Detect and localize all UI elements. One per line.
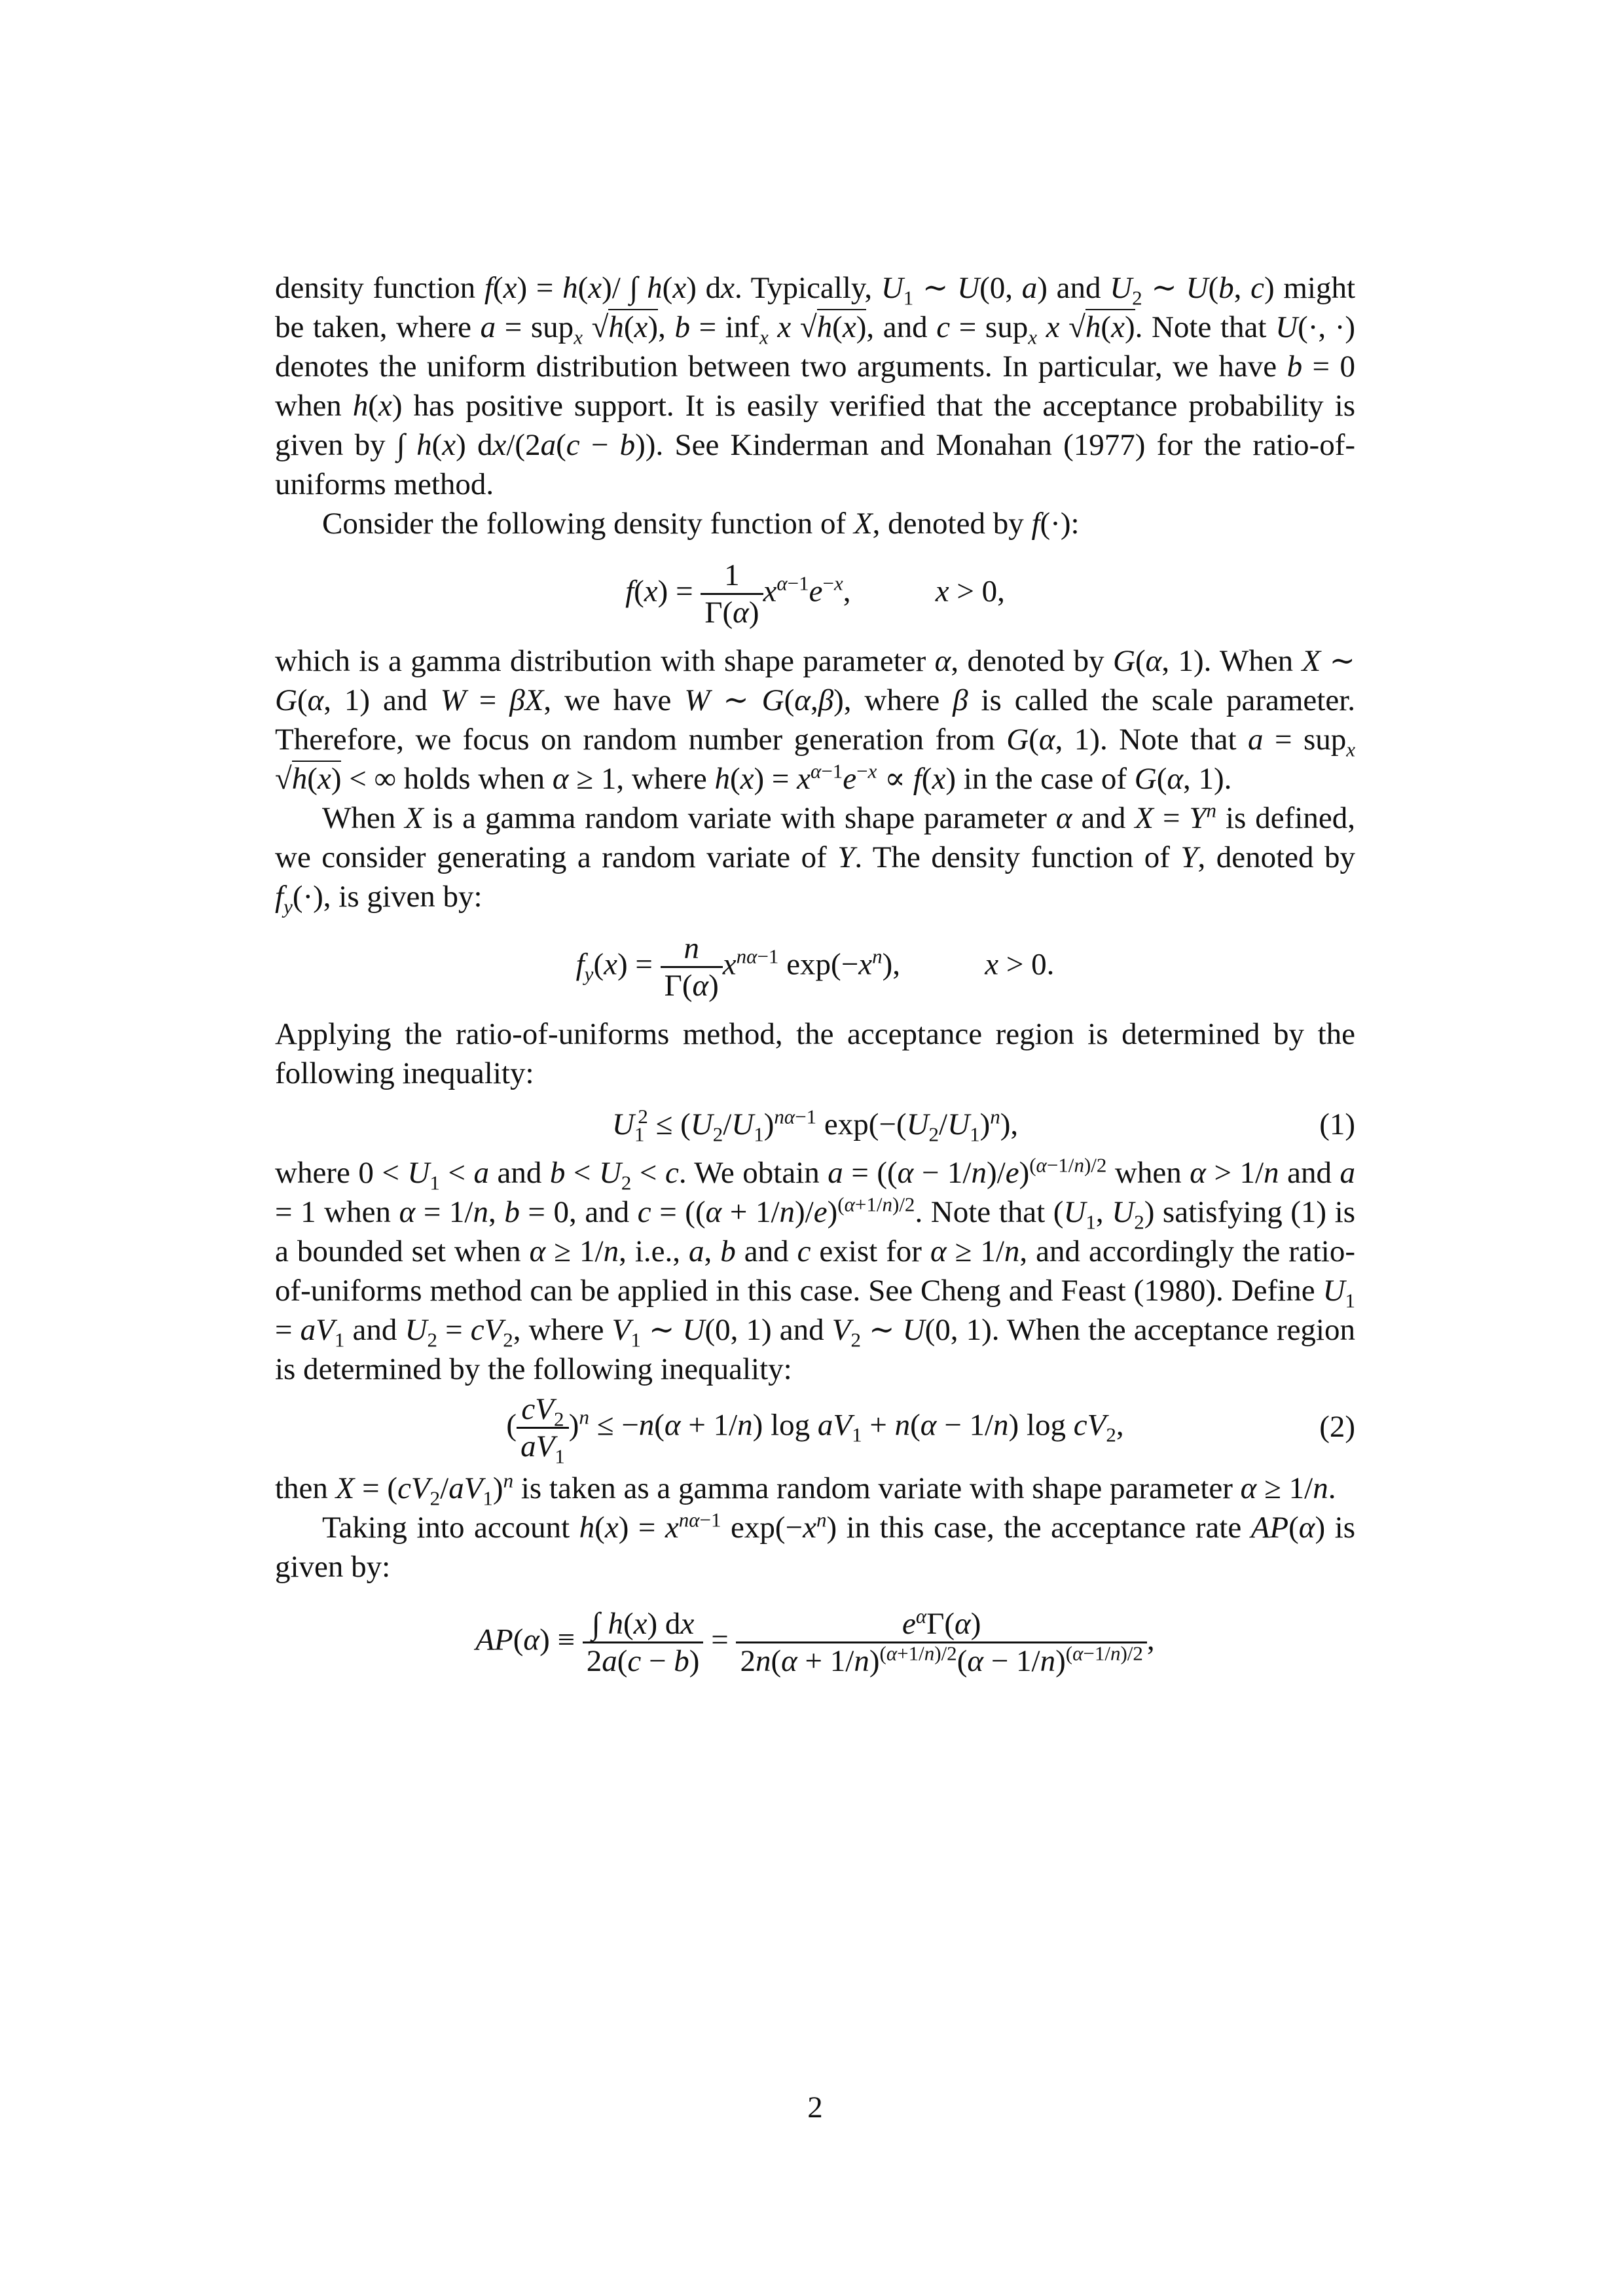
paragraph-density-intro: Consider the following density function of X, denoted by f(·): (322, 507, 1080, 541)
equation-y-density: $f_y(x)$ = $\frac{n}{\Gamma(\alpha)}$ $x^{n\alpha-1}$ $\exp(-x^n)$, x > 0. (575, 931, 1055, 1003)
page-number: 2 (807, 2090, 823, 2125)
equation-1-label: (1) (1319, 1107, 1355, 1141)
paper-page (275, 268, 1356, 2125)
equation-1: $U_1^2 \le (U_2/U_1)^{n\alpha-1}$ $\exp(-(U_2/U_1)^n)$, (1) (611, 1105, 1355, 1146)
equation-gamma-density: f(x) = $\frac{1}{\Gamma(\alpha)}$ $x^{\alpha-1}e^{-x}$, x > 0, (625, 558, 1005, 630)
paragraph-bounds: where $0 < U_1 < a$ and $b < U_2 < c$. We obtain $a = ((\alpha - 1/n)/e)^{(\alpha-1/n)/2}$ when α > 1/n and a = 1 when α = 1/n, b = 0, and $c = ((\alpha + 1/n)/e)^{(\alpha+1/n)/2}$. Note that ($U_1$, $U_2$) satisfying (1) is a bounded set when α ≥ 1/n, i.e., a, b and c exist for α ≥ 1/n, and accordingly the ratio-of-uniforms method can be applied in this case. See Cheng and Feast (1980). Define $U_1 = aV_1$ and $U_2 = cV_2$, where $V_1$ ∼ U(0, 1) and $V_2$ ∼ U(0, 1). When the acceptance region is determined by the following inequality: (275, 1153, 1356, 1386)
paragraph-acceptance-region: Applying the ratio-of-uniforms method, the acceptance region is determined by the following inequality: (275, 1017, 1355, 1090)
paragraph-gamma-variate: then $X = (cV_2/aV_1)^n$ is taken as a gamma random variate with shape parameter α ≥ 1/n. (275, 1469, 1336, 1510)
equation-2: ( $\frac{cV_2}{aV_1}$ )$^n$ ≤ −n(α + 1/n) $\log aV_1 + n(\alpha - 1/n)$ $\log cV_2$, (2) (506, 1392, 1355, 1468)
paragraph-y-variate: When X is a gamma random variate with shape parameter α and $X = Y^n$ is defined, we consider generating a random variate of Y. The density function of Y, denoted by $f_y(\cdot)$, is given by: (275, 798, 1355, 918)
paragraph-acceptance-rate: Taking into account $h(x) = x^{n\alpha-1}$ $\exp(-x^n)$ in this case, the acceptance rate AP(α) is given by: (275, 1508, 1355, 1584)
paragraph-ratio-of-uniforms-intro: density function f(x) = h(x)/ ∫ h(x) dx. Typically, $U_1$ ∼ U(0, a) and $U_2$ ∼ U(b, c) might be taken, where a = sup$_x$ √h(x), b = inf$_x$ x √h(x), and c = sup$_x$ x √h(x). Note that U(·, ·) denotes the uniform distribution between two arguments. In particular, we have b = 0 when h(x) has positive support. It is easily verified that the acceptance probability is given by ∫ h(x) dx/(2a(c − b)). See Kinderman and Monahan (1977) for the ratio-of-uniforms method. (275, 271, 1356, 501)
paragraph-gamma-distribution: which is a gamma distribution with shape parameter α, denoted by G(α, 1). When X ∼ G(α, 1) and W = βX, we have W ∼ G(α,β), where β is called the scale parameter. Therefore, we focus on random number generation from G(α, 1). Note that a = sup$_x$ √h(x) < ∞ holds when α ≥ 1, where $h(x) = x^{\alpha-1}e^{-x} \propto f(x)$ in the case of G(α, 1). (275, 644, 1356, 796)
equation-2-label: (2) (1319, 1410, 1355, 1444)
equation-acceptance-rate: AP(α) ≡ $\frac{\int h(x) dx}{2a(c - b)}$ = $\frac{e^\alpha\Gamma(\alpha)}{2n(\alpha + 1/n)^{(\alpha+1/n)/2}(\alpha - 1/n)^{(\alpha-1/n)/2}}$ , (475, 1604, 1155, 1678)
